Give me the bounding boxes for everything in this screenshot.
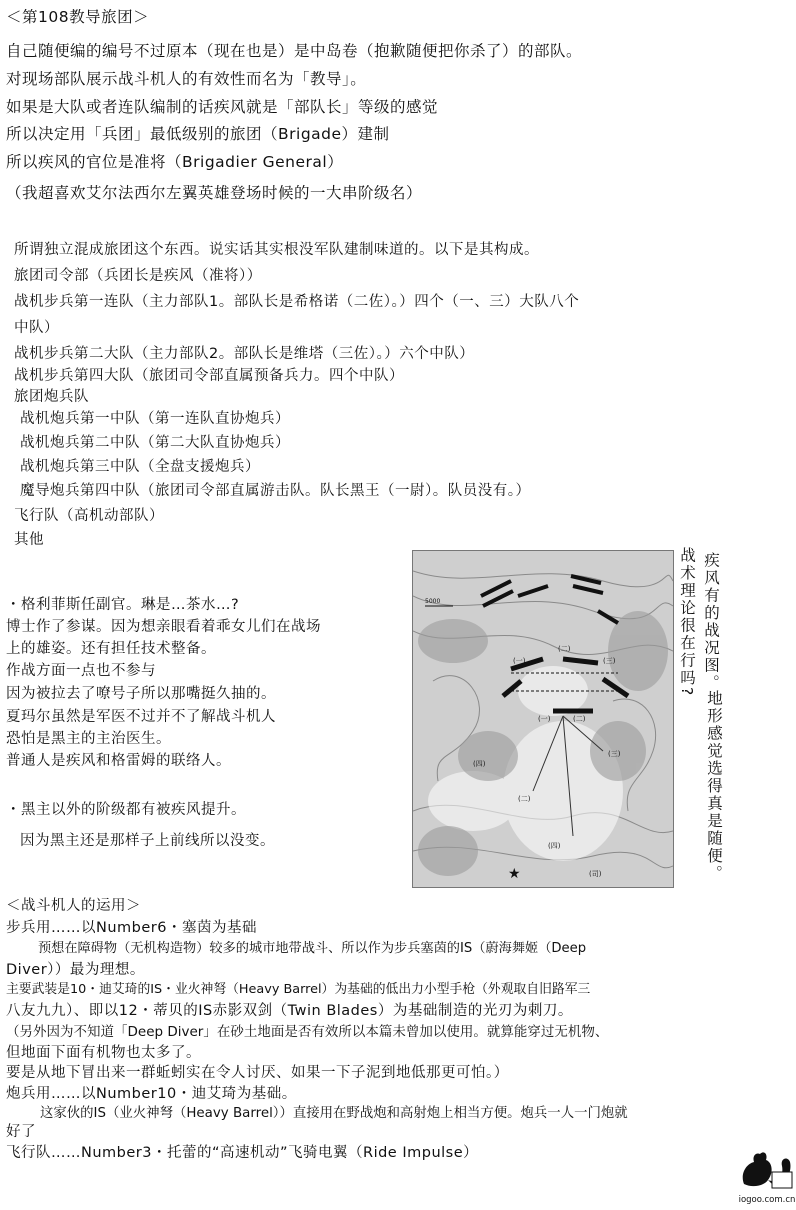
section4-line-12: 飞行队……Number3・托蕾的“高速机动”飞骑电翼（Ride Impulse） <box>6 1145 479 1161</box>
map-note-3: 地形感觉选得真是随便。 <box>705 690 723 883</box>
section4-line-8: 要是从地下冒出来一群蚯蚓实在令人讨厌、如果一下子泥到地低那更可怕。） <box>6 1065 509 1081</box>
section3-line-4: 作战方面一点也不参与 <box>6 663 156 679</box>
map-marker-6: (四) <box>473 760 486 768</box>
section2-line-9: 战机炮兵第二中队（第二大队直协炮兵） <box>20 435 290 451</box>
map-marker-1: (一) <box>513 657 526 665</box>
map-note-1: 疾风有的战况图。 <box>702 552 720 692</box>
section4-heading: ＜战斗机人的运用＞ <box>6 898 141 914</box>
section1-line-5: 所以疾风的官位是准将（Brigadier General） <box>6 153 344 171</box>
section2-line-11: 魔导炮兵第四中队（旅团司令部直属游击队。队长黑王（一尉）。队员没有。） <box>20 483 531 499</box>
section1-line-2: 对现场部队展示战斗机人的有效性而名为「教导」。 <box>6 70 367 88</box>
section2-line-13: 其他 <box>14 532 44 548</box>
section3-line-7: 恐怕是黑主的主治医生。 <box>6 731 171 747</box>
section2-line-7: 旅团炮兵队 <box>14 389 89 405</box>
section1-line-3: 如果是大队或者连队编制的话疾风就是「部队长」等级的感觉 <box>6 98 439 116</box>
star-icon: ★ <box>508 866 521 882</box>
logo-url: iogoo.com.cn <box>738 1195 796 1205</box>
section4-line-6: （另外因为不知道「Deep Diver」在砂土地面是否有效所以本篇未曾加以使用。就算能穿过无机物、 <box>6 1024 609 1040</box>
section4-line-1: 步兵用……以Number6・塞茵为基础 <box>6 920 257 936</box>
map-marker-10: (司) <box>589 870 602 878</box>
section4-line-3: Diver））最为理想。 <box>6 962 145 978</box>
section1-line-1: 自己随便编的编号不过原本（现在也是）是中岛卷（抱歉随便把你杀了）的部队。 <box>6 42 583 60</box>
section4-line-4: 主要武装是10・迪艾琦的IS・业火神弩（Heavy Barrel）为基础的低出力小型手枪（外观取自旧路军三 <box>6 982 591 997</box>
section4-line-5: 八友九九）、即以12・蒂贝的IS赤影双剑（Twin Blades）为基础制造的光刃为刺刀。 <box>6 1003 573 1019</box>
section3-line-9: ・黑主以外的阶级都有被疾风提升。 <box>6 802 246 818</box>
section3-line-1: ・格利菲斯任副官。琳是…茶水…? <box>6 597 240 613</box>
battle-map <box>412 550 674 888</box>
section2-line-12: 飞行队（高机动部队） <box>14 508 164 524</box>
map-marker-2: (二) <box>558 645 571 653</box>
section2-line-2: 旅团司令部（兵团长是疾风（准将）） <box>14 268 262 284</box>
section4-line-11: 好了 <box>6 1124 36 1140</box>
section1-line-4: 所以决定用「兵团」最低级别的旅团（Brigade）建制 <box>6 125 390 143</box>
section1-line-6: （我超喜欢艾尔法西尔左翼英雄登场时候的一大串阶级名） <box>6 184 423 202</box>
map-marker-4: (一) <box>538 715 551 723</box>
map-marker-8: (二) <box>518 795 531 803</box>
section2-line-8: 战机炮兵第一中队（第一连队直协炮兵） <box>20 411 290 427</box>
section3-line-10: 因为黑主还是那样子上前线所以没变。 <box>20 833 275 849</box>
section3-line-3: 上的雄姿。还有担任技术整备。 <box>6 641 216 657</box>
map-marker-9: (四) <box>548 842 561 850</box>
section2-line-3: 战机步兵第一连队（主力部队1。部队长是希格诺（二佐）。）四个（一、三）大队八个 <box>14 294 580 310</box>
section3-line-8: 普通人是疾风和格雷姆的联络人。 <box>6 753 231 769</box>
section3-line-5: 因为被拉去了嘹号子所以那嘴挺久抽的。 <box>6 686 276 702</box>
section2-line-4: 中队） <box>14 320 59 336</box>
section3-line-2: 博士作了参谋。因为想亲眼看着乖女儿们在战场 <box>6 619 321 635</box>
section2-line-5: 战机步兵第二大队（主力部队2。部队长是维塔（三佐）。）六个中队） <box>14 346 475 362</box>
section3-line-6: 夏玛尔虽然是军医不过并不了解战斗机人 <box>6 709 276 725</box>
section2-line-6: 战机步兵第四大队（旅团司令部直属预备兵力。四个中队） <box>14 368 404 384</box>
map-scale-label: 5000 <box>425 598 441 605</box>
section1-heading: ＜第108教导旅团＞ <box>6 8 150 26</box>
map-note-2: 战术理论很在行吗? <box>678 547 696 698</box>
map-marker-3: (三) <box>603 657 616 665</box>
section4-line-2: 预想在障碍物（无机构造物）较多的城市地带战斗、所以作为步兵塞茵的IS（蔚海舞姬（Deep <box>38 941 587 956</box>
section2-line-10: 战机炮兵第三中队（全盘支援炮兵） <box>20 459 260 475</box>
map-marker-7: (三) <box>608 750 621 758</box>
section2-line-1: 所谓独立混成旅团这个东西。说实话其实根没军队建制味道的。以下是其构成。 <box>14 242 539 258</box>
section4-line-7: 但地面下面有机物也太多了。 <box>6 1045 201 1061</box>
section4-line-10: 这家伙的IS（业火神弩（Heavy Barrel））直接用在野战炮和高射炮上相当方便。炮兵一人一门炮就 <box>40 1106 628 1121</box>
section4-line-9: 炮兵用……以Number10・迪艾琦为基础。 <box>6 1086 297 1102</box>
map-marker-5: (二) <box>573 715 586 723</box>
